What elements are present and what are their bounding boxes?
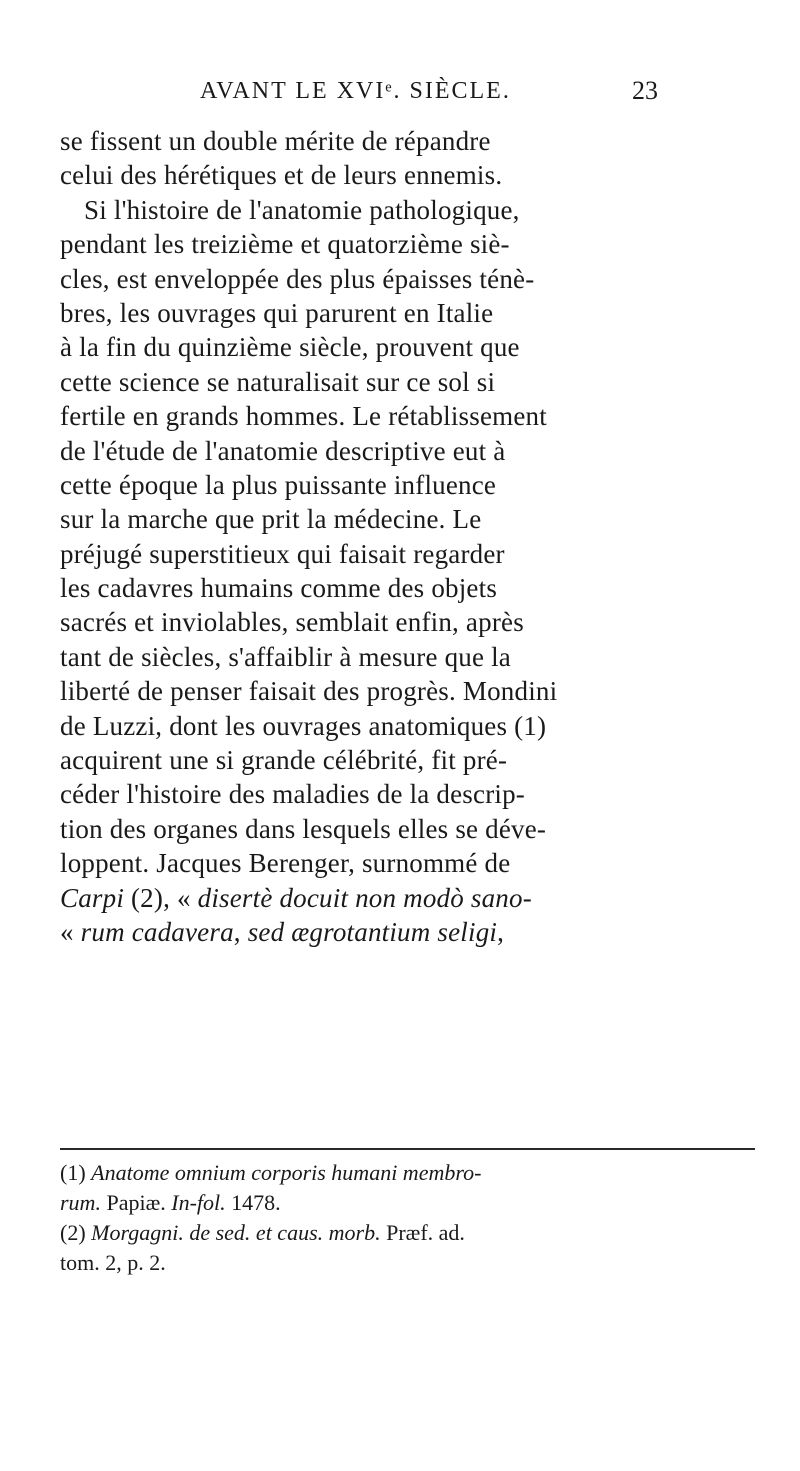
text-fragment: 1478. (225, 1190, 281, 1215)
footnote-number: (1) (60, 1160, 92, 1185)
text-fragment: « (60, 916, 81, 947)
body-text (60, 124, 760, 949)
footnote-rule (60, 1148, 755, 1150)
footnote-1-continued (60, 1188, 760, 1218)
text-line: cette époque la plus puissante influence (60, 469, 497, 500)
page-number: 23 (632, 76, 658, 105)
text-line: tant de siècles, s'affaiblir à mesure que la (60, 641, 511, 672)
text-line: cles, est enveloppée des plus épaisses ténè- (60, 263, 535, 294)
text-line: sur la marche que prit la médecine. Le (60, 504, 482, 535)
text-line: de l'étude de l'anatomie descriptive eut à (60, 435, 506, 466)
text-line: à la fin du quinzième siècle, prouvent que (60, 332, 520, 363)
text-line: se fissent un double mérite de répandre (60, 126, 491, 156)
text-line: les cadavres humains comme des objets (60, 573, 498, 604)
text-line (60, 915, 760, 949)
text-line: loppent. Jacques Berenger, surnommé de (60, 848, 511, 879)
italic-fragment: Carpi (60, 882, 125, 913)
text-fragment: , (497, 916, 505, 947)
page-header (0, 78, 800, 112)
italic-fragment: sed ægrotantium seligi (247, 916, 498, 947)
text-line: liberté de penser faisait des progrès. Mondini (60, 676, 558, 707)
text-line: fertile en grands hommes. Le rétablissement (60, 401, 547, 432)
footnote-2-continued: tom. 2, p. 2. (60, 1250, 166, 1275)
italic-fragment: disertè docuit non modò sano- (197, 882, 532, 913)
text-line: celui des hérétiques et de leurs ennemis. (60, 160, 503, 191)
text-line: de Luzzi, dont les ouvrages anatomiques (1) (60, 710, 547, 741)
running-head: AVANT LE XVIᵉ. SIÈCLE. (200, 78, 511, 104)
italic-fragment: In-fol. (171, 1190, 226, 1215)
text-line: bres, les ouvrages qui parurent en Italie (60, 297, 494, 328)
text-line: tion des organes dans lesquels elles se déve- (60, 813, 547, 844)
footnotes (60, 1158, 760, 1278)
italic-fragment: rum cadavera (80, 916, 234, 947)
italic-fragment: rum. (60, 1190, 101, 1215)
text-fragment: , (233, 916, 248, 947)
text-line: préjugé superstitieux qui faisait regarder (60, 538, 505, 569)
text-line: pendant les treizième et quatorzième siè- (60, 229, 510, 260)
footnote-2 (60, 1218, 760, 1248)
text-fragment: Præf. ad. (380, 1220, 465, 1245)
italic-fragment: Morgagni. de sed. et caus. morb. (91, 1220, 381, 1245)
text-fragment: (2), « (124, 882, 198, 913)
text-line: céder l'histoire des maladies de la descrip- (60, 779, 525, 810)
text-line: Si l'histoire de l'anatomie pathologique, (84, 194, 520, 225)
text-line: acquirent une si grande célébrité, fit pré- (60, 745, 508, 776)
footnote-number: (2) (60, 1220, 92, 1245)
text-line (60, 881, 760, 915)
text-line: cette science se naturalisait sur ce sol si (60, 366, 496, 397)
text-fragment: Papiæ. (100, 1190, 172, 1215)
footnote-1 (60, 1158, 760, 1188)
italic-fragment: Anatome omnium corporis humani membro- (91, 1160, 482, 1185)
text-line: sacrés et inviolables, semblait enfin, après (60, 607, 524, 638)
